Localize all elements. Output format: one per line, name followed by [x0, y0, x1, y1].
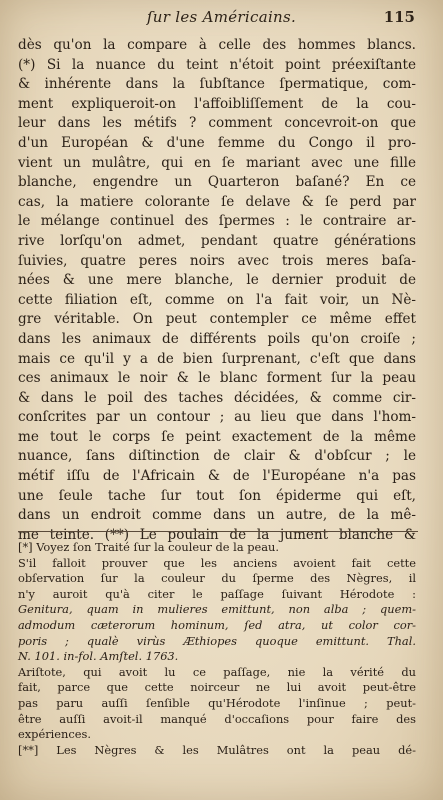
text-line: me tout le corps ſe peint exactement de la même [18, 428, 416, 445]
text-line: & dans le poil des taches décidées, & comme cir- [18, 389, 416, 406]
footnote-line: n'y auroit qu'à citer le paſſage ſuivant Hérodote : [18, 586, 416, 601]
text-line: nuance, ſans diſtinction de clair & d'obſcur ; le [18, 448, 416, 465]
footnotes [18, 540, 416, 758]
text-line: & inhérente dans la ſubſtance ſpermatique, com- [18, 76, 416, 93]
text-line: ces animaux le noir & le blanc forment ſur la peau [18, 370, 416, 387]
text-line: nées & une mere blanche, le dernier produit de [18, 272, 416, 289]
footnote-line: poris ; qualè virùs Æthiopes quoque emittunt. Thal. [18, 633, 416, 648]
text-line: (*) Si la nuance du teint n'étoit point préexiſtante [18, 56, 416, 73]
page-number: 115 [383, 8, 415, 26]
footnote-divider [18, 531, 418, 532]
text-line: cas, la matiere colorante ſe delave & ſe perd par [18, 193, 416, 210]
footnote-line: S'il falloit prouver que les anciens avoient fait cette [18, 555, 416, 570]
footnote-line: être auſſi avoit-il manqué d'occaſions pour faire des [18, 711, 416, 726]
text-line: conſcrites par un contour ; au lieu que dans l'hom- [18, 409, 416, 426]
text-line: me teinte. (**) Le poulain de la jument blanche & [18, 526, 416, 543]
footnote-line: N. 101. in-fol. Amſtel. 1763. [18, 649, 179, 664]
text-line: cette filiation eſt, comme on l'a fait voir, un Nè- [18, 291, 416, 308]
text-line: métif iſſu de l'Africain & de l'Européane n'a pas [18, 468, 416, 485]
text-line: une ſeule tache ſur tout ſon épiderme qui eſt, [18, 487, 416, 504]
text-line: vient un mulâtre, qui en ſe mariant avec une fille [18, 154, 416, 171]
running-head: ſur les Américains. [146, 8, 297, 26]
main-text [18, 36, 416, 545]
text-line: dans un endroit comme dans un autre, de la mê- [18, 507, 416, 524]
text-line: le mélange continuel des ſpermes : le contraire ar- [18, 213, 416, 230]
text-line: ſuivies, quatre peres noirs avec trois meres baſa- [18, 252, 416, 269]
footnote-line: Ariſtote, qui avoit lu ce paſſage, nie la vérité du [18, 664, 416, 679]
text-line: gre véritable. On peut contempler ce même effet [18, 311, 416, 328]
footnote-line: pas paru auſſi ſenſible qu'Hérodote l'inſinue ; peut- [18, 695, 416, 710]
footnote-line: Genitura, quam in mulieres emittunt, non alba ; quem- [18, 602, 416, 617]
text-line: dès qu'on la compare à celle des hommes blancs. [18, 37, 416, 53]
text-line: rive lorſqu'on admet, pendant quatre générations [18, 232, 416, 249]
footnote-line: admodum cæterorum hominum, ſed atra, ut color cor- [18, 617, 416, 632]
footnote-line: [*] Voyez ſon Traité ſur la couleur de la peau. [18, 540, 280, 554]
footnote-line: expériences. [18, 727, 91, 742]
text-line: mais ce qu'il y a de bien ſurprenant, c'eſt que dans [18, 350, 416, 367]
text-line: d'un Européan & d'une femme du Congo il pro- [18, 134, 416, 151]
text-line: ment expliqueroit-on l'affoibliſſement de la cou- [18, 95, 416, 112]
page-header [0, 8, 443, 30]
text-line: blanche, engendre un Quarteron baſané? En ce [18, 174, 416, 191]
footnote-line: [**] Les Nègres & les Mulâtres ont la peau dé- [18, 742, 416, 757]
text-line: leur dans les métifs ? comment concevroit-on que [18, 115, 416, 132]
footnote-line: fait, parce que cette noirceur ne lui avoit peut-être [18, 680, 416, 695]
text-line: dans les animaux de différents poils qu'on croiſe ; [18, 330, 416, 347]
footnote-line: obſervation ſur la couleur du ſperme des Nègres, il [18, 571, 416, 586]
